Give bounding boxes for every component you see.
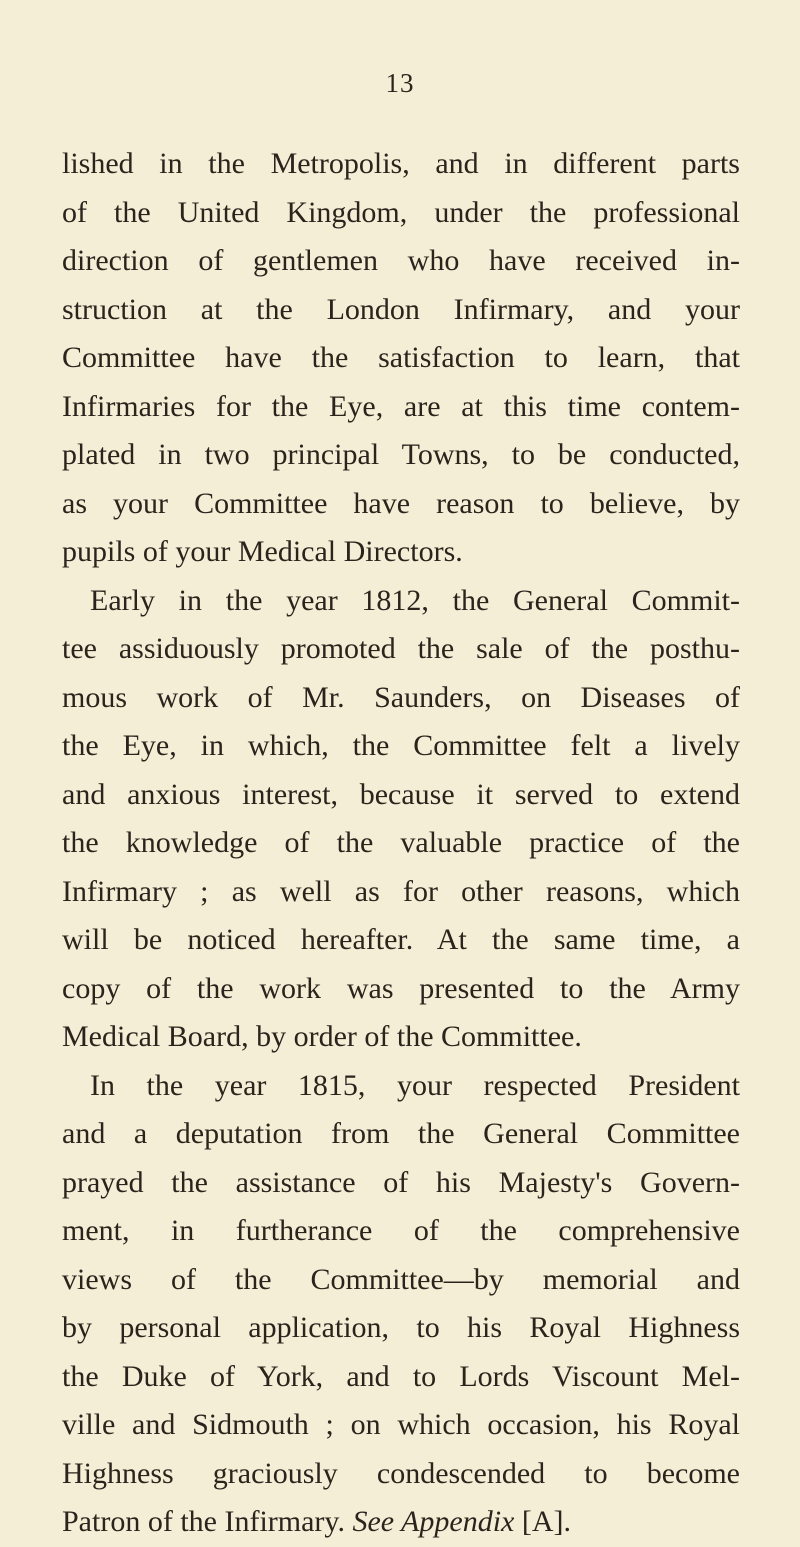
appendix-reference-label: [A]. (521, 1505, 572, 1538)
text-line: and a deputation from the General Committee (62, 1117, 740, 1150)
text-line: as your Committee have reason to believe, by (62, 486, 740, 520)
body-text (62, 140, 740, 1547)
text-line: will be noticed hereafter. At the same time, a (62, 923, 740, 956)
text-line: Infirmaries for the Eye, are at this time contem- (62, 389, 740, 423)
text-line: prayed the assistance of his Majesty's Govern- (62, 1165, 740, 1199)
page-number: 13 (385, 68, 415, 98)
text-line: In the year 1815, your respected President (90, 1068, 740, 1102)
appendix-reference-italic: See Appendix (352, 1505, 515, 1538)
paragraph-2 (62, 577, 740, 1062)
text-line: Early in the year 1812, the General Commit- (90, 583, 740, 617)
text-line: copy of the work was presented to the Army (62, 971, 740, 1005)
text-line: tee assiduously promoted the sale of the posthu- (62, 632, 740, 665)
text-line: pupils of your Medical Directors. (62, 535, 463, 568)
text-line: of the United Kingdom, under the professional (62, 195, 740, 229)
text-line: the Eye, in which, the Committee felt a lively (62, 729, 740, 762)
text-line: lished in the Metropolis, and in different parts (62, 147, 740, 180)
text-line: Highness graciously condescended to become (62, 1456, 740, 1490)
text-line: the Duke of York, and to Lords Viscount Mel- (62, 1359, 740, 1393)
text-line: and anxious interest, because it served to extend (62, 777, 740, 811)
text-line: Medical Board, by order of the Committee. (62, 1020, 582, 1053)
text-line: Infirmary ; as well as for other reasons, which (62, 874, 740, 908)
text-line: struction at the London Infirmary, and your (62, 292, 740, 326)
text-line: ville and Sidmouth ; on which occasion, his Royal (62, 1408, 740, 1441)
final-text-line (62, 1498, 740, 1547)
paragraph-1 (62, 140, 740, 577)
text-line: the knowledge of the valuable practice of the (62, 826, 740, 859)
final-line-text: Patron of the Infirmary. (62, 1505, 345, 1538)
paragraph-3 (62, 1062, 740, 1547)
text-line: Committee have the satisfaction to learn, that (62, 341, 740, 374)
text-line: by personal application, to his Royal Highness (62, 1311, 740, 1344)
text-line: plated in two principal Towns, to be conducted, (62, 438, 740, 471)
text-line: views of the Committee—by memorial and (62, 1262, 740, 1296)
text-line: direction of gentlemen who have received in- (62, 244, 740, 277)
text-line: mous work of Mr. Saunders, on Diseases of (62, 680, 740, 714)
text-line: ment, in furtherance of the comprehensive (62, 1214, 740, 1247)
